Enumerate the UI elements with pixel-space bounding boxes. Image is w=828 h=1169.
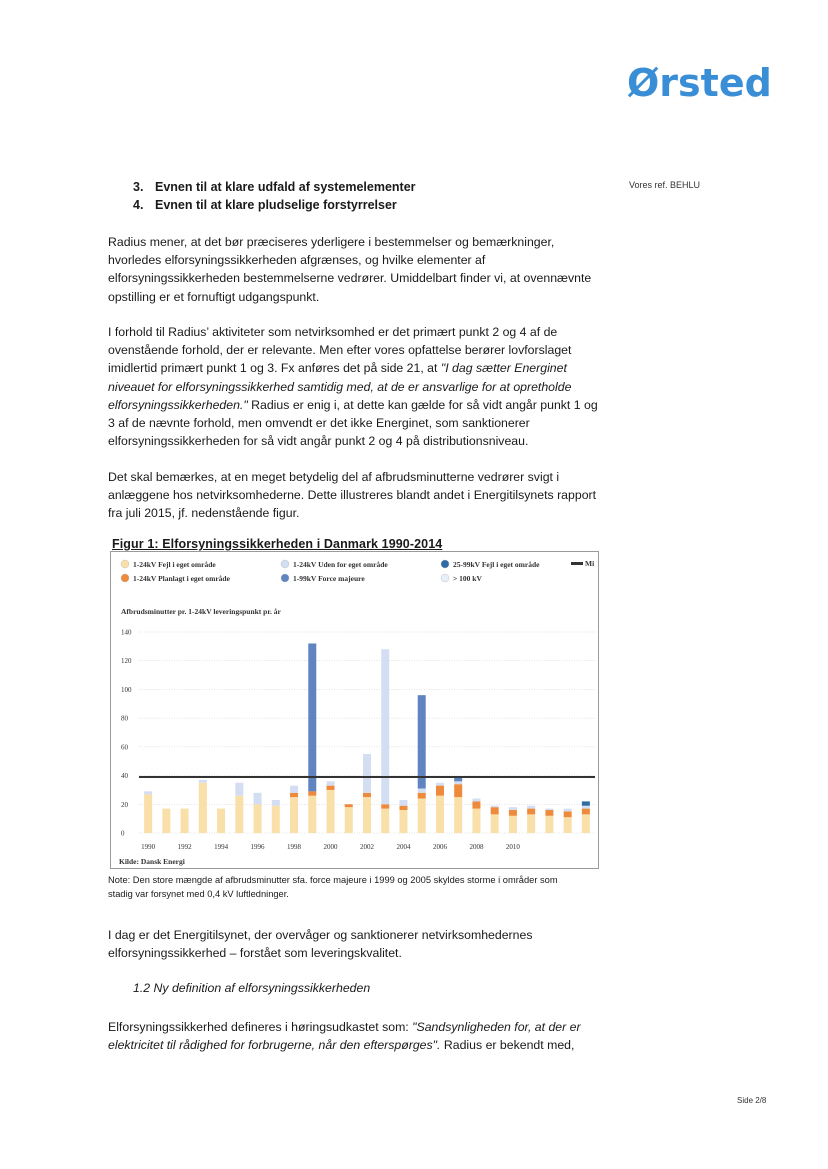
bar-segment	[418, 793, 426, 799]
bar-segment	[472, 809, 480, 833]
list-number: 4.	[133, 198, 144, 212]
bar-segment	[254, 793, 262, 804]
x-tick-label: 1996	[250, 843, 265, 851]
bar-segment	[381, 649, 389, 804]
bar-segment	[491, 807, 499, 814]
list-text: Evnen til at klare pludselige forstyrrelser	[155, 198, 397, 212]
x-tick-label: 2010	[505, 843, 520, 851]
bar-segment	[545, 816, 553, 833]
bar-segment	[345, 807, 353, 833]
list-item	[133, 198, 397, 212]
y-tick-label: 20	[121, 800, 128, 809]
bar-segment	[472, 801, 480, 808]
paragraph-5-text-end: Radius er bekendt med,	[440, 1038, 575, 1053]
bar-segment	[363, 793, 371, 797]
bar-segment	[491, 806, 499, 807]
paragraph-2	[108, 323, 598, 450]
paragraph-1: Radius mener, at det bør præciseres yderligere i bestemmelser og bemærkninger, hvorledes elforsyningssikkerheden afgrænses, og hvilke elementer af elforsyningssikkerheden bestemmelserne vedrører. Umiddelbart finder vi, at ovennævnte opstilling er et fornuftigt udgangspunkt.	[108, 235, 592, 304]
bar-segment	[582, 814, 590, 833]
y-axis-label: Afbrudsminutter pr. 1-24kV leveringspunkt pr. år	[121, 607, 281, 616]
bar-segment	[527, 809, 535, 815]
bar-segment	[509, 807, 517, 810]
bar-segment	[381, 804, 389, 808]
bar-segment	[399, 810, 407, 833]
bar-segment	[472, 799, 480, 802]
bar-segment	[235, 796, 243, 833]
legend-swatch	[121, 560, 129, 568]
x-tick-label: 2004	[396, 843, 411, 851]
bar-segment	[290, 797, 298, 833]
bar-segment	[564, 817, 572, 833]
bar-segment	[564, 809, 572, 812]
bar-segment	[181, 809, 189, 833]
bar-segment	[582, 801, 590, 805]
legend-label: 1-24kV Planlagt i eget område	[133, 574, 230, 583]
bar-segment	[272, 800, 280, 806]
legend-label: 1-99kV Force majeure	[293, 574, 365, 583]
bar-segment	[272, 806, 280, 833]
paragraph-2-text-end: Radius er enig i, at dette kan gælde for så vidt angår punkt 1 og 3 af de nævnte forhold, men omvendt er det ikke Energinet, som sanktionerer elforsyningssikkerheden for så vidt angår punkt 2 og 4 på distributionsniveau.	[108, 397, 598, 449]
y-tick-label: 40	[121, 772, 128, 781]
x-tick-label: 2000	[323, 843, 338, 851]
legend-swatch	[441, 560, 449, 568]
x-tick-label: 2008	[469, 843, 484, 851]
bar-segment	[454, 784, 462, 797]
page-number: Side 2/8	[737, 1096, 767, 1105]
bar-segment	[436, 796, 444, 833]
bar-segment	[509, 816, 517, 833]
bar-segment	[162, 809, 170, 833]
list-number: 3.	[133, 180, 144, 194]
legend-label: Mi	[585, 559, 595, 568]
legend-swatch	[571, 562, 583, 565]
bar-segment	[363, 754, 371, 793]
y-tick-label: 120	[121, 657, 132, 666]
paragraph-2-quote: "I dag sætter Energinet niveauet for elforsyningssikkerhed samtidig med, at de er ansvarlige for at opretholde elforsyningssikkerheden."	[108, 361, 572, 412]
bar-segment	[545, 809, 553, 810]
x-tick-label: 1998	[287, 843, 302, 851]
bar-segment	[199, 780, 207, 783]
paragraph-5-quote: "Sandsynligheden for, at der er elektricitet til rådighed for forbrugerne, når den efterspørges".	[108, 1020, 581, 1053]
x-tick-label: 2002	[360, 843, 374, 851]
bar-segment	[327, 781, 335, 785]
y-tick-label: 100	[121, 685, 132, 694]
bar-segment	[527, 814, 535, 833]
bar-segment	[545, 810, 553, 816]
bar-segment	[345, 804, 353, 807]
bar-segment	[509, 810, 517, 816]
bar-segment	[308, 796, 316, 833]
bar-segment	[199, 783, 207, 833]
bar-segment	[454, 781, 462, 784]
y-tick-label: 140	[121, 628, 132, 637]
paragraph-3: Det skal bemærkes, at en meget betydelig del af afbrudsminutterne vedrører svigt i anlæggene hos netvirksomhederne. Dette illustreres blandt andet i Energitilsynets rapport fra juli 2015, jf. nedenstående figur.	[108, 470, 597, 521]
bar-segment	[381, 809, 389, 833]
bar-segment	[399, 806, 407, 810]
list-text: Evnen til at klare udfald af systemelementer	[155, 180, 416, 194]
bar-segment	[144, 794, 152, 833]
x-tick-label: 1990	[141, 843, 156, 851]
x-tick-label: 1994	[214, 843, 229, 851]
bar-segment	[564, 811, 572, 817]
source-label: Kilde: Dansk Energi	[119, 857, 185, 866]
legend-swatch	[281, 574, 289, 582]
legend-swatch	[441, 574, 449, 582]
section-heading: 1.2 Ny definition af elforsyningssikkerheden	[133, 981, 371, 995]
x-tick-label: 1992	[177, 843, 192, 851]
bar-segment	[582, 809, 590, 815]
list-item	[133, 180, 416, 194]
bar-segment	[582, 806, 590, 809]
reference-label: Vores ref. BEHLU	[629, 180, 701, 190]
x-tick-label: 2006	[432, 843, 447, 851]
paragraph-5-text: Elforsyningssikkerhed defineres i høringsudkastet som:	[108, 1020, 413, 1034]
legend-swatch	[121, 574, 129, 582]
legend-label: 1-24kV Uden for eget område	[293, 560, 388, 569]
bar-segment	[327, 790, 335, 833]
bar-segment	[308, 643, 316, 791]
legend-label: > 100 kV	[453, 574, 482, 583]
figure-note: Note: Den store mængde af afbrudsminutter sfa. force majeure i 1999 og 2005 skyldes storme i områder som stadig var forsynet med 0,4 kV luftledninger.	[108, 875, 558, 899]
bar-segment	[144, 791, 152, 794]
bar-segment	[418, 695, 426, 788]
bar-segment	[418, 799, 426, 833]
y-tick-label: 60	[121, 743, 128, 752]
legend-swatch	[281, 560, 289, 568]
chart-legend	[121, 559, 594, 583]
bar-segment	[436, 786, 444, 796]
bar-segment	[327, 786, 335, 790]
orsted-logo-text: Ørsted	[627, 61, 772, 105]
bar-segment	[290, 793, 298, 797]
y-tick-label: 0	[121, 829, 125, 838]
legend-label: 1-24kV Fejl i eget område	[133, 560, 216, 569]
y-tick-label: 80	[121, 714, 128, 723]
figure-title: Figur 1: Elforsyningssikkerheden i Danmark 1990-2014	[112, 537, 443, 551]
bar-segment	[436, 783, 444, 786]
paragraph-4: I dag er det Energitilsynet, der overvåger og sanktionerer netvirksomhedernes elforsyningssikkerhed – forstået som leveringskvalitet.	[108, 928, 533, 961]
bar-segment	[363, 797, 371, 833]
paragraph-5	[108, 1018, 598, 1054]
bar-segment	[454, 797, 462, 833]
bar-segment	[527, 806, 535, 809]
paragraph-2-text: I forhold til Radius’ aktiviteter som netvirksomhed er det primært punkt 2 og 4 af de ovenstående forhold, der er relevante. Men efter vores opfattelse berører lovforslaget imidlertid primært punkt 1 og 3. Fx anføres det på side 21, at	[108, 325, 572, 376]
orsted-logo	[627, 58, 772, 108]
legend-label: 25-99kV Fejl i eget område	[453, 560, 540, 569]
bar-segment	[399, 800, 407, 806]
bar-segment	[418, 788, 426, 792]
bar-segment	[217, 809, 225, 833]
reliability-chart	[110, 551, 599, 869]
bar-segment	[290, 786, 298, 793]
bar-segment	[254, 804, 262, 833]
bar-segment	[235, 783, 243, 796]
bar-segment	[491, 814, 499, 833]
bar-segment	[308, 791, 316, 795]
